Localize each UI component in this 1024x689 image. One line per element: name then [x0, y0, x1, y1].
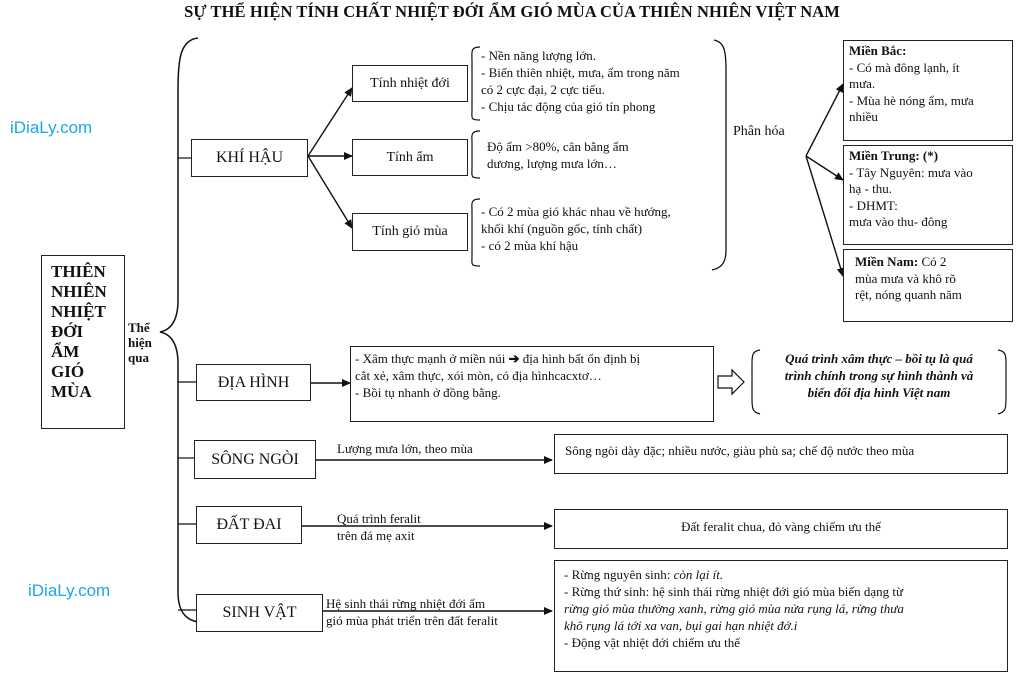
cause-line: gió mùa phát triển trên đất feralit — [326, 613, 498, 628]
dia-hinh-line-1a: - Xâm thực mạnh ở miền núi — [355, 351, 509, 366]
dia-hinh-line-2: cắt xẻ, xâm thực, xói mòn, có địa hìnhcacxtơ… — [355, 368, 602, 383]
sinh-vat-line-1b: còn lại ít. — [673, 567, 724, 582]
dat-dai-box: ĐẤT ĐAI — [196, 506, 302, 544]
mien-trung-box — [843, 145, 1013, 245]
tinh-nhiet-doi-details — [481, 47, 725, 115]
dat-dai-result: Đất feralit chua, đỏ vàng chiếm ưu thế — [554, 509, 1008, 549]
detail-line: dương, lượng mưa lớn… — [487, 156, 617, 171]
conclusion-line: trình chính trong sự hình thành và — [784, 368, 974, 383]
detail-line: có 2 cực đại, 2 cực tiểu. — [481, 82, 605, 97]
main-word-2: NHIÊN — [51, 282, 107, 301]
detail-line: - Có 2 mùa gió khác nhau về hướng, — [481, 204, 671, 219]
dia-hinh-box: ĐỊA HÌNH — [196, 364, 311, 401]
region-line: - Mùa hè nóng ẩm, mưa — [849, 92, 974, 108]
region-line: mùa mưa và khô rõ — [855, 270, 956, 286]
arrow-right-icon: ➔ — [508, 351, 520, 366]
watermark-1: iDiaLy.com — [10, 118, 93, 137]
the-word: Thể — [128, 320, 150, 335]
arrow-mien-nam — [806, 156, 843, 276]
sinh-vat-box: SINH VẬT — [196, 594, 323, 632]
detail-line: - Biến thiên nhiệt, mưa, ẩm trong năm — [481, 65, 680, 80]
main-word-7: MÙA — [51, 382, 92, 401]
cause-line: Quá trình feralit — [337, 511, 421, 526]
song-ngoi-cause: Lượng mưa lớn, theo mùa — [337, 441, 473, 456]
diagram-title: SỰ THỂ HIỆN TÍNH CHẤT NHIỆT ĐỚI ẨM GIÓ MÙA CỦA THIÊN NHIÊN VIỆT NAM — [184, 2, 840, 21]
khi-hau-box: KHÍ HẬU — [191, 139, 308, 177]
region-line: - DHMT: — [849, 197, 898, 213]
main-word-5: ẨM — [51, 342, 80, 361]
region-line: - Có mà đông lạnh, ít — [849, 59, 960, 75]
dat-dai-cause — [337, 510, 421, 544]
sinh-vat-line-5: - Động vật nhiệt đới chiếm ưu thế — [564, 635, 741, 650]
arrow-tinh-gio-mua — [308, 156, 352, 228]
sinh-vat-line-3: rừng gió mùa thường xanh, rừng gió mùa nửa rụng lá, rừng thưa — [564, 601, 904, 616]
sinh-vat-result — [554, 560, 1008, 672]
region-line: hạ - thu. — [849, 181, 892, 196]
dia-hinh-line-1b: địa hình bất ổn định bị — [519, 351, 641, 366]
main-word-1: THIÊN — [51, 262, 106, 281]
detail-line: khối khí (nguồn gốc, tính chất) — [481, 221, 643, 236]
region-line: mưa vào thu- đông — [849, 214, 948, 229]
tinh-am-box: Tính ẩm — [352, 139, 468, 176]
dia-hinh-details — [350, 346, 714, 422]
tinh-gio-mua-box: Tính gió mùa — [352, 213, 468, 251]
detail-line: - Chịu tác động của gió tín phong — [481, 99, 656, 114]
conclusion-line: Quá trình xâm thực – bồi tụ là quá — [785, 351, 973, 366]
tinh-am-details — [487, 138, 717, 172]
mien-bac-title: Miền Bắc: — [849, 43, 907, 58]
mien-nam-title-rest: Có 2 — [918, 254, 947, 269]
dia-hinh-line-3: - Bồi tụ nhanh ở đồng bằng. — [355, 385, 501, 400]
region-line: - Tây Nguyên: mưa vào — [849, 164, 973, 180]
mien-bac-box — [843, 40, 1013, 141]
song-ngoi-box: SÔNG NGÒI — [194, 440, 316, 479]
song-ngoi-result: Sông ngòi dày đặc; nhiều nước, giàu phù sa; chế độ nước theo mùa — [554, 434, 1008, 474]
mien-nam-title: Miền Nam: — [855, 254, 919, 269]
the-hien-qua-label — [128, 320, 152, 365]
tinh-gio-mua-details — [481, 203, 721, 254]
arrow-mien-bac — [806, 84, 843, 156]
conclusion-line: biến đổi địa hình Việt nam — [807, 385, 951, 400]
sinh-vat-line-4: khô rụng lá tới xa van, bụi gai hạn nhiệt đớ.i — [564, 618, 798, 633]
mien-nam-box — [843, 249, 1013, 322]
tinh-nhiet-doi-box: Tính nhiệt đới — [352, 65, 468, 102]
main-box — [41, 255, 125, 429]
cause-line: Hệ sinh thái rừng nhiệt đới ẩm — [326, 596, 486, 611]
region-line: mưa. — [849, 76, 876, 91]
qua-word: qua — [128, 350, 149, 365]
main-word-6: GIÓ — [51, 362, 85, 381]
watermark-3: iDiaLy.com — [28, 581, 111, 600]
main-brace — [160, 38, 198, 622]
sinh-vat-line-2: - Rừng thứ sinh: hệ sinh thái rừng nhiệt đới gió mùa biến dạng từ — [564, 584, 904, 599]
sinh-vat-line-1a: - Rừng nguyên sinh: — [564, 567, 674, 582]
arrow-tinh-nhiet-doi — [308, 88, 352, 156]
detail-line: Độ ẩm >80%, cân bằng ẩm — [487, 139, 629, 154]
hien-word: hiện — [128, 335, 152, 350]
sinh-vat-cause — [326, 595, 498, 629]
main-word-4: ĐỚI — [51, 322, 84, 341]
dia-hinh-conclusion — [760, 350, 998, 401]
main-word-3: NHIỆT — [51, 302, 106, 321]
detail-line: - có 2 mùa khí hậu — [481, 238, 579, 253]
region-line: nhiều — [849, 109, 878, 124]
region-line: rệt, nóng quanh năm — [855, 287, 962, 302]
phan-hoa-label: Phân hóa — [733, 124, 785, 139]
cause-line: trên đá mẹ axit — [337, 528, 415, 543]
arrow-mien-trung — [806, 156, 843, 180]
mien-trung-title: Miền Trung: (*) — [849, 148, 939, 163]
detail-line: - Nền năng lượng lớn. — [481, 48, 597, 63]
hollow-arrow — [718, 370, 744, 394]
